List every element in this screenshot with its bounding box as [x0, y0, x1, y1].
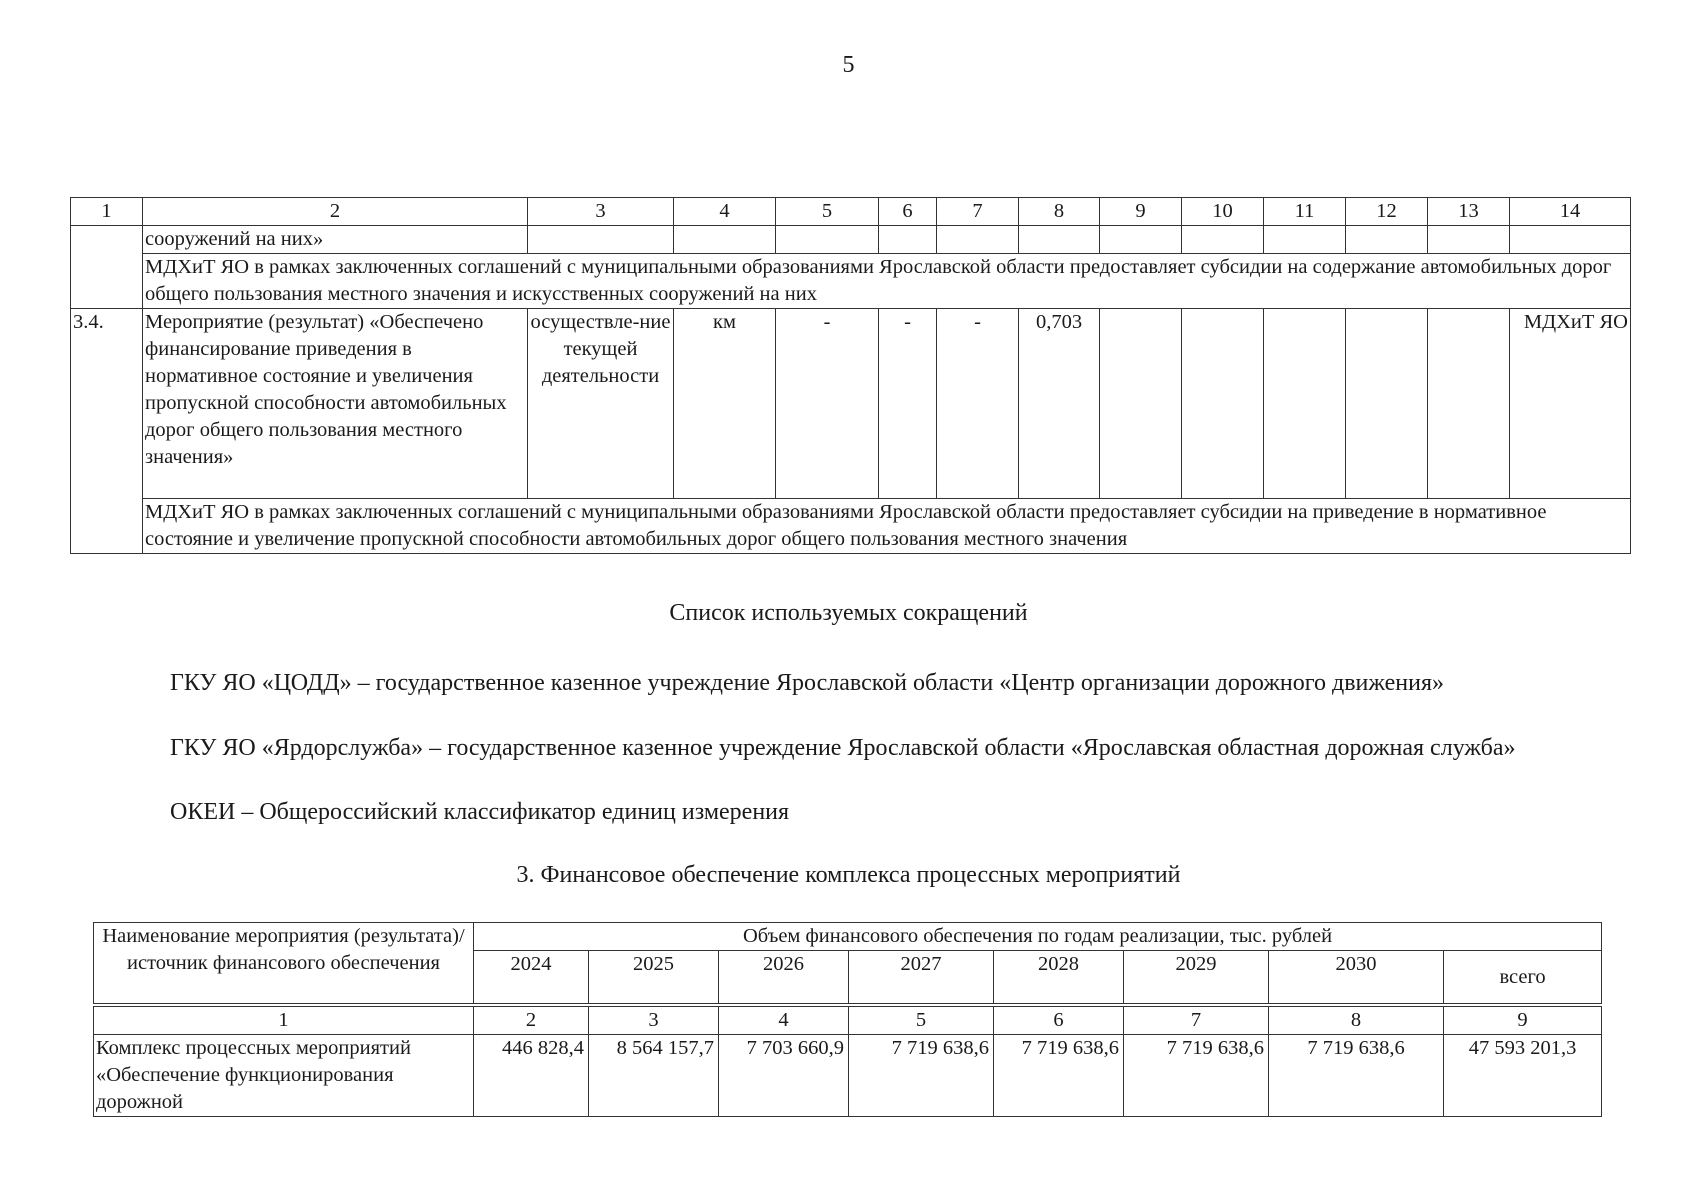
col-header: 2 — [143, 198, 528, 226]
index-cell: 7 — [1124, 1007, 1269, 1035]
col-header: 5 — [776, 198, 879, 226]
abbreviation-item — [98, 668, 1598, 698]
table-row — [94, 1035, 1602, 1117]
value-cell: 7 719 638,6 — [849, 1035, 994, 1117]
table-header-row — [71, 198, 1631, 226]
col-header: 3 — [528, 198, 674, 226]
table-cell — [1264, 226, 1346, 254]
value-cell: 0,703 — [1019, 309, 1100, 499]
year-header: 2029 — [1124, 951, 1269, 1004]
value-cell: - — [937, 309, 1019, 499]
page-number: 5 — [842, 52, 855, 78]
value-cell — [1346, 309, 1428, 499]
table-row — [71, 254, 1631, 309]
table-cell — [71, 226, 143, 254]
table-row — [71, 226, 1631, 254]
table-cell — [776, 226, 879, 254]
table-cell — [937, 226, 1019, 254]
indicators-table — [70, 197, 1631, 554]
index-cell: 2 — [474, 1007, 589, 1035]
value-cell — [1100, 309, 1182, 499]
index-cell: 1 — [94, 1007, 474, 1035]
value-cell — [1264, 309, 1346, 499]
index-cell: 8 — [1269, 1007, 1444, 1035]
note-cell: МДХиТ ЯО в рамках заключенных соглашений с муниципальными образованиями Ярославской области предоставляет субсидии на приведение в нормативное состояние и увеличение пропускной способности автомобильных дорог общего пользования местного значения — [143, 499, 1631, 554]
col-header: 8 — [1019, 198, 1100, 226]
table-cell — [528, 226, 674, 254]
name-column-header: Наименование мероприятия (результата)/ источник финансового обеспечения — [94, 923, 474, 1004]
abbreviation-text: ГКУ ЯО «Ярдорслужба» – государственное казенное учреждение Ярославской области «Ярославская областная дорожная служба» — [170, 735, 1516, 761]
year-header: 2024 — [474, 951, 589, 1004]
year-header: 2030 — [1269, 951, 1444, 1004]
index-cell: 6 — [994, 1007, 1124, 1035]
abbreviation-text: ОКЕИ – Общероссийский классификатор единиц измерения — [170, 799, 790, 825]
table-cell: сооружений на них» — [143, 226, 528, 254]
year-header: 2026 — [719, 951, 849, 1004]
table-cell — [879, 226, 937, 254]
table-header-row — [94, 923, 1602, 951]
value-cell: 7 719 638,6 — [1269, 1035, 1444, 1117]
col-header: 9 — [1100, 198, 1182, 226]
col-header: 4 — [674, 198, 776, 226]
value-cell: - — [879, 309, 937, 499]
responsible-cell: МДХиТ ЯО — [1510, 309, 1631, 499]
abbreviations-title: Список используемых сокращений — [669, 600, 1028, 626]
value-cell — [1428, 309, 1510, 499]
abbreviation-text: ГКУ ЯО «ЦОДД» – государственное казенное учреждение Ярославской области «Центр организации дорожного движения» — [170, 670, 1445, 696]
row-number: 3.4. — [71, 309, 143, 499]
index-cell: 5 — [849, 1007, 994, 1035]
col-header: 1 — [71, 198, 143, 226]
value-cell: 8 564 157,7 — [589, 1035, 719, 1117]
finance-section-title: 3. Финансовое обеспечение комплекса процессных мероприятий — [516, 862, 1181, 888]
note-cell: МДХиТ ЯО в рамках заключенных соглашений с муниципальными образованиями Ярославской области предоставляет субсидии на содержание автомобильных дорог общего пользования местного значения и искусственных сооружений на них — [143, 254, 1631, 309]
table-row — [71, 309, 1631, 499]
table-cell — [71, 499, 143, 554]
col-header: 14 — [1510, 198, 1631, 226]
col-header: 10 — [1182, 198, 1264, 226]
index-cell: 9 — [1444, 1007, 1602, 1035]
col-header: 7 — [937, 198, 1019, 226]
col-header: 12 — [1346, 198, 1428, 226]
group-header: Объем финансового обеспечения по годам реализации, тыс. рублей — [474, 923, 1602, 951]
table-cell — [1510, 226, 1631, 254]
value-cell: 7 719 638,6 — [994, 1035, 1124, 1117]
value-cell: 446 828,4 — [474, 1035, 589, 1117]
table-cell — [1182, 226, 1264, 254]
table-cell — [1428, 226, 1510, 254]
col-header: 11 — [1264, 198, 1346, 226]
value-cell — [1182, 309, 1264, 499]
index-cell: 4 — [719, 1007, 849, 1035]
year-header: 2028 — [994, 951, 1124, 1004]
unit-cell: км — [674, 309, 776, 499]
total-header: всего — [1444, 951, 1602, 1004]
table-cell — [1019, 226, 1100, 254]
value-cell: 7 703 660,9 — [719, 1035, 849, 1117]
value-cell: - — [776, 309, 879, 499]
year-header: 2025 — [589, 951, 719, 1004]
table-index-row — [94, 1007, 1602, 1035]
abbreviation-item — [98, 733, 1598, 763]
measure-name: Комплекс процессных мероприятий «Обеспечение функционирования дорожной — [94, 1035, 474, 1117]
table-cell — [71, 254, 143, 309]
value-cell: 47 593 201,3 — [1444, 1035, 1602, 1117]
table-row — [71, 499, 1631, 554]
index-cell: 3 — [589, 1007, 719, 1035]
table-cell — [674, 226, 776, 254]
table-cell — [1346, 226, 1428, 254]
finance-table — [93, 922, 1602, 1117]
col-header: 6 — [879, 198, 937, 226]
table-cell — [1100, 226, 1182, 254]
value-cell: 7 719 638,6 — [1124, 1035, 1269, 1117]
col-header: 13 — [1428, 198, 1510, 226]
abbreviation-item — [98, 797, 1598, 827]
measure-name: Мероприятие (результат) «Обеспечено финансирование приведения в нормативное состояние и увеличения пропускной способности автомобильных дорог общего пользования местного значения» — [143, 309, 528, 499]
year-header: 2027 — [849, 951, 994, 1004]
measure-type: осуществле-ние текущей деятельности — [528, 309, 674, 499]
